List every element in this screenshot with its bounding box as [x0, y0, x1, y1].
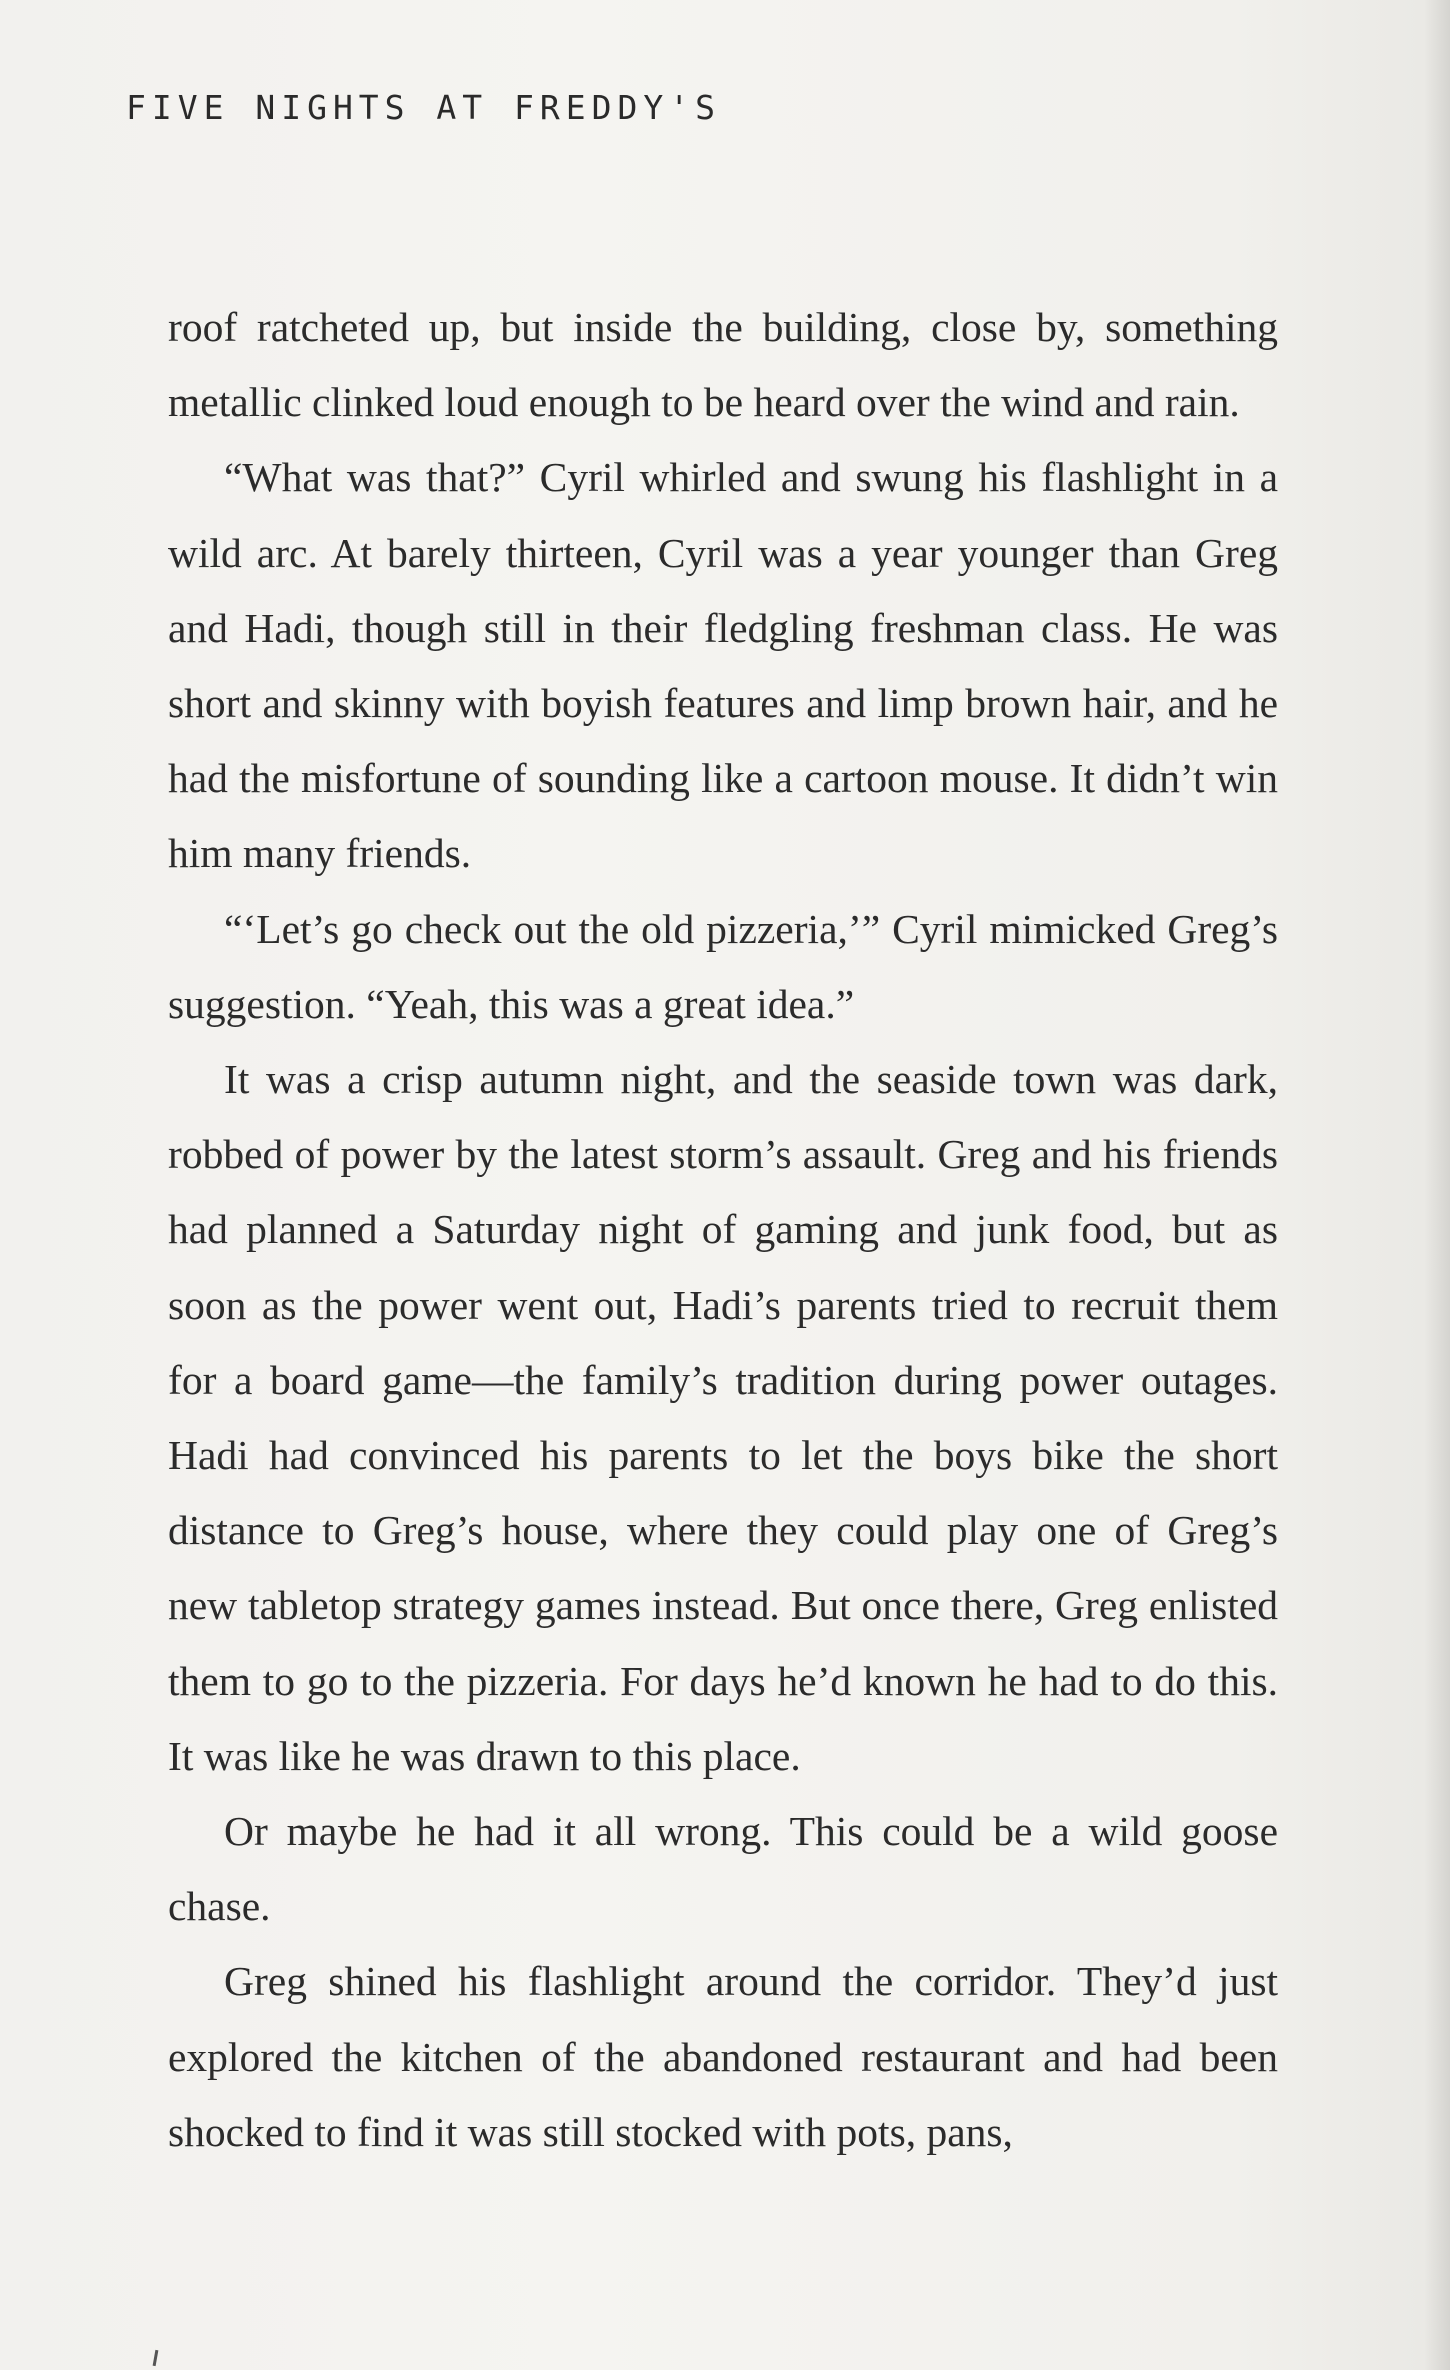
paragraph: “What was that?” Cyril whirled and swung his flashlight in a wild arc. At barely thirteen, Cyril was a year younger than Greg and Hadi, though still in their fledgling freshman class. He was short and skinny with boyish features and limp brown hair, and he had the misfortune of sounding like a cartoon mouse. It didn’t win him many friends. — [168, 454, 1278, 877]
ink-speck — [153, 2350, 159, 2366]
paragraph: roof ratcheted up, but inside the building, close by, something metallic clinked loud enough to be heard over the wind and rain. — [168, 304, 1278, 426]
running-head: FIVE NIGHTS AT FREDDY'S — [126, 88, 721, 127]
body-text — [168, 290, 1278, 2170]
paragraph: Greg shined his flashlight around the corridor. They’d just explored the kitchen of the abandoned restaurant and had been shocked to find it was still stocked with pots, pans, — [168, 1958, 1278, 2155]
paragraph: It was a crisp autumn night, and the seaside town was dark, robbed of power by the latest storm’s assault. Greg and his friends had planned a Saturday night of gaming and junk food, but as soon as the power went out, Hadi’s parents tried to recruit them for a board game—the family’s tradition during power outages. Hadi had convinced his parents to let the boys bike the short distance to Greg’s house, where they could play one of Greg’s new tabletop strategy games instead. But once there, Greg enlisted them to go to the pizzeria. For days he’d known he had to do this. It was like he was drawn to this place. — [168, 1056, 1278, 1779]
paragraph: Or maybe he had it all wrong. This could be a wild goose chase. — [168, 1808, 1278, 1930]
page-gutter-shadow — [1424, 0, 1450, 2370]
paragraph: “‘Let’s go check out the old pizzeria,’” Cyril mimicked Greg’s suggestion. “Yeah, this was a great idea.” — [168, 905, 1278, 1027]
